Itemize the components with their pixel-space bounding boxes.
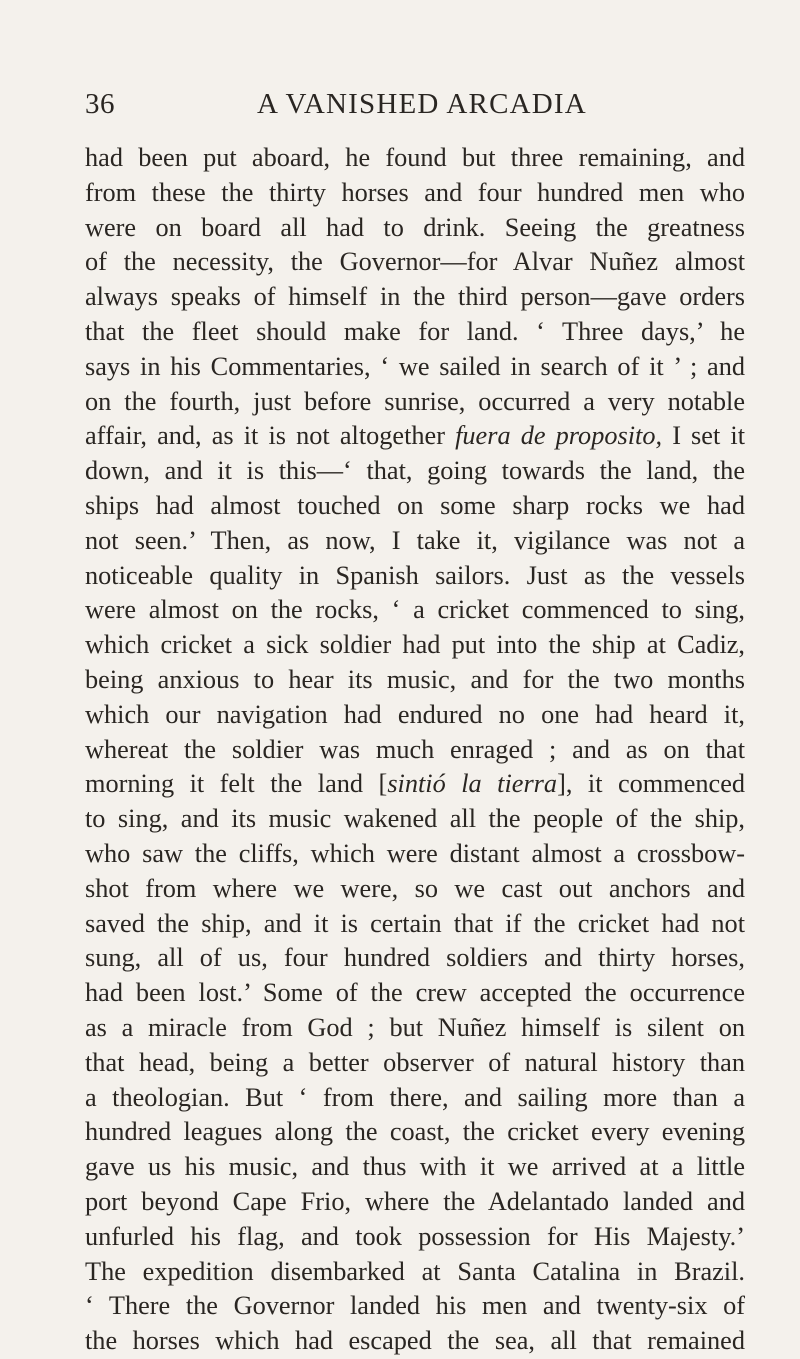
text-segment: that the fleet should make for land. ‘ Three days,’ he	[85, 316, 745, 346]
text-line	[85, 1011, 745, 1046]
text-line	[85, 698, 745, 733]
text-segment: that head, being a better observer of natural history than	[85, 1047, 745, 1077]
text-line	[85, 1081, 745, 1116]
text-line	[85, 280, 745, 315]
text-line	[85, 593, 745, 628]
text-segment: being anxious to hear its music, and for the two months	[85, 664, 745, 694]
text-segment: gave us his music, and thus with it we arrived at a little	[85, 1152, 745, 1182]
text-segment: to sing, and its music wakened all the people of the ship,	[85, 804, 745, 834]
text-segment: ], it commenced	[557, 769, 746, 799]
text-segment: morning it felt the land [	[85, 769, 388, 799]
text-line	[85, 872, 745, 907]
italic-phrase: sintió la tierra	[387, 769, 558, 799]
text-line	[85, 176, 745, 211]
text-line	[85, 419, 745, 454]
text-line	[85, 315, 745, 350]
text-line	[85, 211, 745, 246]
page-number: 36	[85, 88, 115, 120]
text-segment: down, and it is this—‘ that, going towards the land, the	[85, 456, 745, 486]
text-segment: always speaks of himself in the third person—gave orders	[85, 282, 745, 312]
text-segment: I set it	[662, 421, 745, 451]
text-line	[85, 1185, 745, 1220]
text-line	[85, 454, 745, 489]
text-line	[85, 663, 745, 698]
text-segment: the horses which had escaped the sea, all that remained	[85, 1326, 745, 1356]
text-line	[85, 837, 745, 872]
text-segment: had been put aboard, he found but three remaining, and	[85, 143, 745, 172]
text-line	[85, 141, 745, 176]
text-segment: who saw the cliffs, which were distant almost a crossbow-	[85, 838, 745, 868]
page-header	[85, 88, 735, 128]
text-segment: sung, all of us, four hundred soldiers and thirty horses,	[85, 943, 745, 973]
text-line	[85, 628, 745, 663]
text-segment: port beyond Cape Frio, where the Adelantado landed and	[85, 1186, 745, 1216]
text-segment: The expedition disembarked at Santa Catalina in Brazil.	[85, 1256, 745, 1286]
text-segment: were on board all had to drink. Seeing the greatness	[85, 212, 745, 242]
text-segment: of the necessity, the Governor—for Alvar Nuñez almost	[85, 247, 745, 277]
text-line	[85, 941, 745, 976]
text-line	[85, 802, 745, 837]
text-segment: ships had almost touched on some sharp rocks we had	[85, 490, 745, 520]
text-segment: a theologian. But ‘ from there, and sailing more than a	[85, 1082, 745, 1112]
text-segment: hundred leagues along the coast, the cricket every evening	[85, 1117, 745, 1147]
text-segment: shot from where we were, so we cast out anchors and	[85, 873, 745, 903]
body-text	[85, 141, 745, 1359]
text-line	[85, 907, 745, 942]
text-line	[85, 1046, 745, 1081]
text-line	[85, 767, 745, 802]
text-segment: whereat the soldier was much enraged ; and as on that	[85, 734, 745, 764]
text-line	[85, 1220, 745, 1255]
text-segment: noticeable quality in Spanish sailors. Just as the vessels	[85, 560, 745, 590]
text-segment: not seen.’ Then, as now, I take it, vigilance was not a	[85, 525, 745, 555]
text-line	[85, 350, 745, 385]
text-segment: which cricket a sick soldier had put into the ship at Cadiz,	[85, 630, 745, 660]
text-segment: says in his Commentaries, ‘ we sailed in search of it ’ ; and	[85, 351, 745, 381]
text-line	[85, 1115, 745, 1150]
text-segment: affair, and, as it is not altogether	[85, 421, 456, 451]
text-segment: saved the ship, and it is certain that if the cricket had not	[85, 908, 745, 938]
text-line	[85, 733, 745, 768]
text-line	[85, 245, 745, 280]
text-segment: from these the thirty horses and four hundred men who	[85, 177, 745, 207]
text-segment: as a miracle from God ; but Nuñez himself is silent on	[85, 1012, 745, 1042]
text-line	[85, 385, 745, 420]
text-segment: on the fourth, just before sunrise, occurred a very notable	[85, 386, 745, 416]
text-segment: ‘ There the Governor landed his men and twenty-six of	[85, 1291, 745, 1321]
italic-phrase: fuera de proposito,	[455, 421, 663, 451]
text-segment: which our navigation had endured no one had heard it,	[85, 699, 745, 729]
text-line	[85, 1255, 745, 1290]
text-line	[85, 976, 745, 1011]
text-line	[85, 524, 745, 559]
text-line	[85, 1324, 745, 1359]
text-line	[85, 489, 745, 524]
text-line	[85, 559, 745, 594]
text-segment: unfurled his flag, and took possession for His Majesty.’	[85, 1221, 745, 1251]
text-segment: were almost on the rocks, ‘ a cricket commenced to sing,	[85, 595, 745, 625]
text-segment: had been lost.’ Some of the crew accepted the occurrence	[85, 978, 745, 1008]
text-line	[85, 1289, 745, 1324]
running-head: A VANISHED ARCADIA	[257, 88, 587, 120]
text-line	[85, 1150, 745, 1185]
